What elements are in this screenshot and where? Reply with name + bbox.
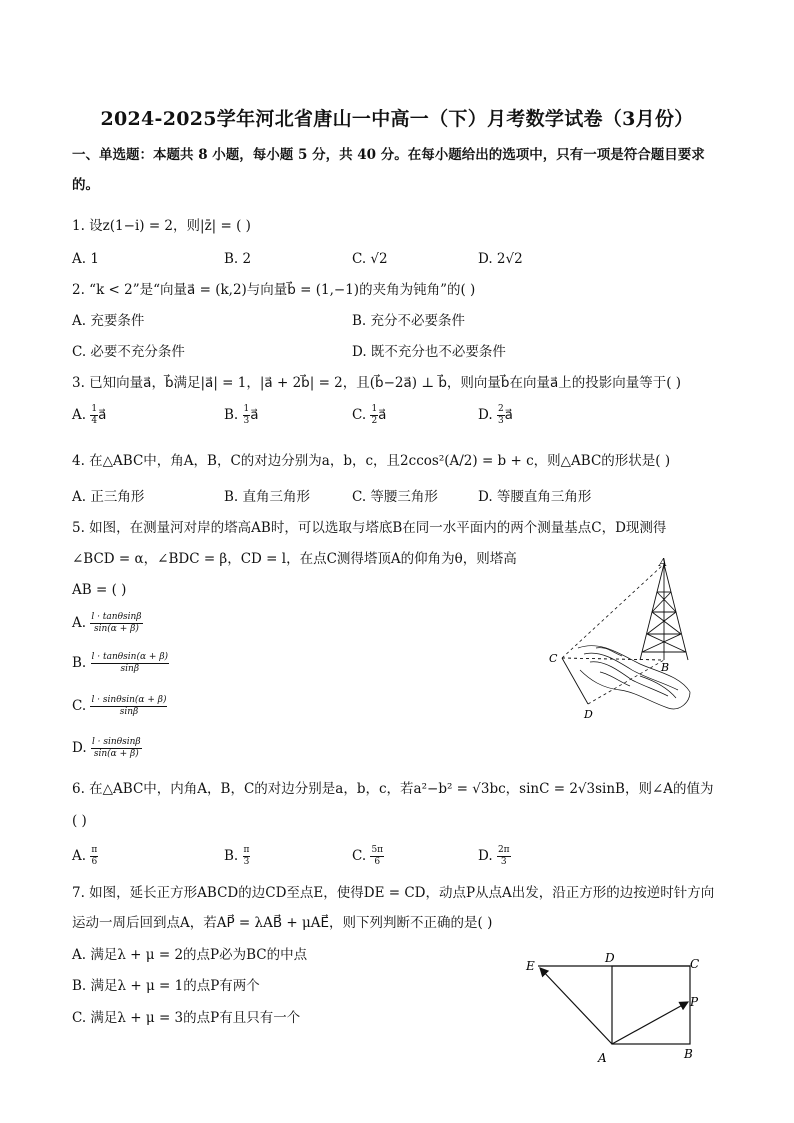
q2-option-d: D. 既不充分也不必要条件 <box>352 344 506 360</box>
q1-option-c: C. √2 <box>352 251 388 267</box>
q7-option-c: C. 满足λ + μ = 3的点P有且只有一个 <box>72 1010 301 1026</box>
q7-stem-line2: 运动一周后回到点A，若AP⃗ = λAB⃗ + μAE⃗，则下列判断不正确的是( ) <box>72 915 493 931</box>
q4-stem: 4. 在△ABC中，角A，B，C的对边分别为a，b，c，且2ccos²(A/2) = b + c，则△ABC的形状是( ) <box>72 453 671 469</box>
q7-label-B: B <box>684 1047 693 1061</box>
q3-stem: 3. 已知向量a⃗，b⃗满足|a⃗| = 1，|a⃗ + 2b⃗| = 2，且(b⃗−2a⃗) ⊥ b⃗，则向量b⃗在向量a⃗上的投影向量等于( ) <box>72 375 682 391</box>
q6-stem-line1: 6. 在△ABC中，内角A，B，C的对边分别是a，b，c，若a²−b² = √3bc，sinC = 2√3sinB，则∠A的值为 <box>72 781 714 797</box>
q5-stem-line2: ∠BCD = α，∠BDC = β，CD = l，在点C测得塔顶A的仰角为θ，则塔高 <box>72 551 517 567</box>
q7-label-C: C <box>690 957 700 971</box>
q5-label-B: B <box>661 661 670 674</box>
q3-option-c: C. $\frac{1}{2}$ a⃗ <box>352 404 387 426</box>
q7-stem-line1: 7. 如图，延长正方形ABCD的边CD至点E，使得DE = CD，动点P从点A出发，沿正方形的边按逆时针方向 <box>72 885 715 901</box>
q6-stem-line2: ( ) <box>72 813 87 829</box>
q7-square-figure <box>520 950 720 1070</box>
q1-stem: 1. 设z(1−i) = 2，则|z̄| = ( ) <box>72 218 251 234</box>
q5-stem-line1: 5. 如图，在测量河对岸的塔高AB时，可以选取与塔底B在同一水平面内的两个测量基点C，D现测得 <box>72 520 667 536</box>
q5-label-A: A <box>659 556 667 569</box>
q7-label-D: D <box>605 951 615 965</box>
q6-option-a: A. $\frac{\pi}{6}$ <box>72 845 98 867</box>
q5-label-C: C <box>549 652 558 665</box>
q7-option-b: B. 满足λ + μ = 1的点P有两个 <box>72 978 260 994</box>
q5-label-D: D <box>584 708 593 721</box>
q7-option-a: A. 满足λ + μ = 2的点P必为BC的中点 <box>72 947 308 963</box>
q4-option-a: A. 正三角形 <box>72 489 145 505</box>
q6-option-c: C. $\frac{5\pi}{6}$ <box>352 845 384 867</box>
q3-option-d: D. $\frac{2}{3}$ a⃗ <box>478 404 513 426</box>
q5-stem-line3: AB = ( ) <box>72 582 127 598</box>
q7-label-A: A <box>598 1051 607 1065</box>
q3-option-b: B. $\frac{1}{3}$ a⃗ <box>224 404 259 426</box>
section-heading-line2: 的。 <box>72 177 99 193</box>
q4-option-b: B. 直角三角形 <box>224 489 311 505</box>
q5-tower-figure <box>540 552 700 722</box>
q5-option-a: A. $\frac{l \cdot \tan\theta\sin\beta}{\sin(\alpha + \beta)}$ <box>72 612 142 634</box>
q3-option-a: A. $\frac{1}{4}$ a⃗ <box>72 404 107 426</box>
q2-option-c: C. 必要不充分条件 <box>72 344 185 360</box>
q1-option-a: A. 1 <box>72 251 99 267</box>
q5-option-b: B. $\frac{l \cdot \tan\theta\sin(\alpha + \beta)}{\sin\beta}$ <box>72 652 169 674</box>
q4-option-c: C. 等腰三角形 <box>352 489 438 505</box>
q7-label-P: P <box>690 995 699 1009</box>
section-heading-line1: 一、单选题：本题共 8 小题，每小题 5 分，共 40 分。在每小题给出的选项中，只有一项是符合题目要求 <box>72 147 705 163</box>
q1-option-d: D. 2√2 <box>478 251 523 267</box>
q5-option-c: C. $\frac{l \cdot \sin\theta\sin(\alpha + \beta)}{\sin\beta}$ <box>72 695 167 717</box>
q4-option-d: D. 等腰直角三角形 <box>478 489 592 505</box>
q2-option-b: B. 充分不必要条件 <box>352 313 466 329</box>
page-title: 2024-2025学年河北省唐山一中高一（下）月考数学试卷（3月份） <box>100 108 694 130</box>
q7-label-E: E <box>526 959 535 973</box>
q2-option-a: A. 充要条件 <box>72 313 145 329</box>
q5-option-d: D. $\frac{l \cdot \sin\theta\sin\beta}{\sin(\alpha + \beta)}$ <box>72 737 141 759</box>
q6-option-b: B. $\frac{\pi}{3}$ <box>224 845 250 867</box>
q6-option-d: D. $\frac{2\pi}{3}$ <box>478 845 510 867</box>
q1-option-b: B. 2 <box>224 251 252 267</box>
q2-stem: 2. “k < 2”是“向量a⃗ = (k,2)与向量b⃗ = (1,−1)的夹角为钝角”的( ) <box>72 282 476 298</box>
